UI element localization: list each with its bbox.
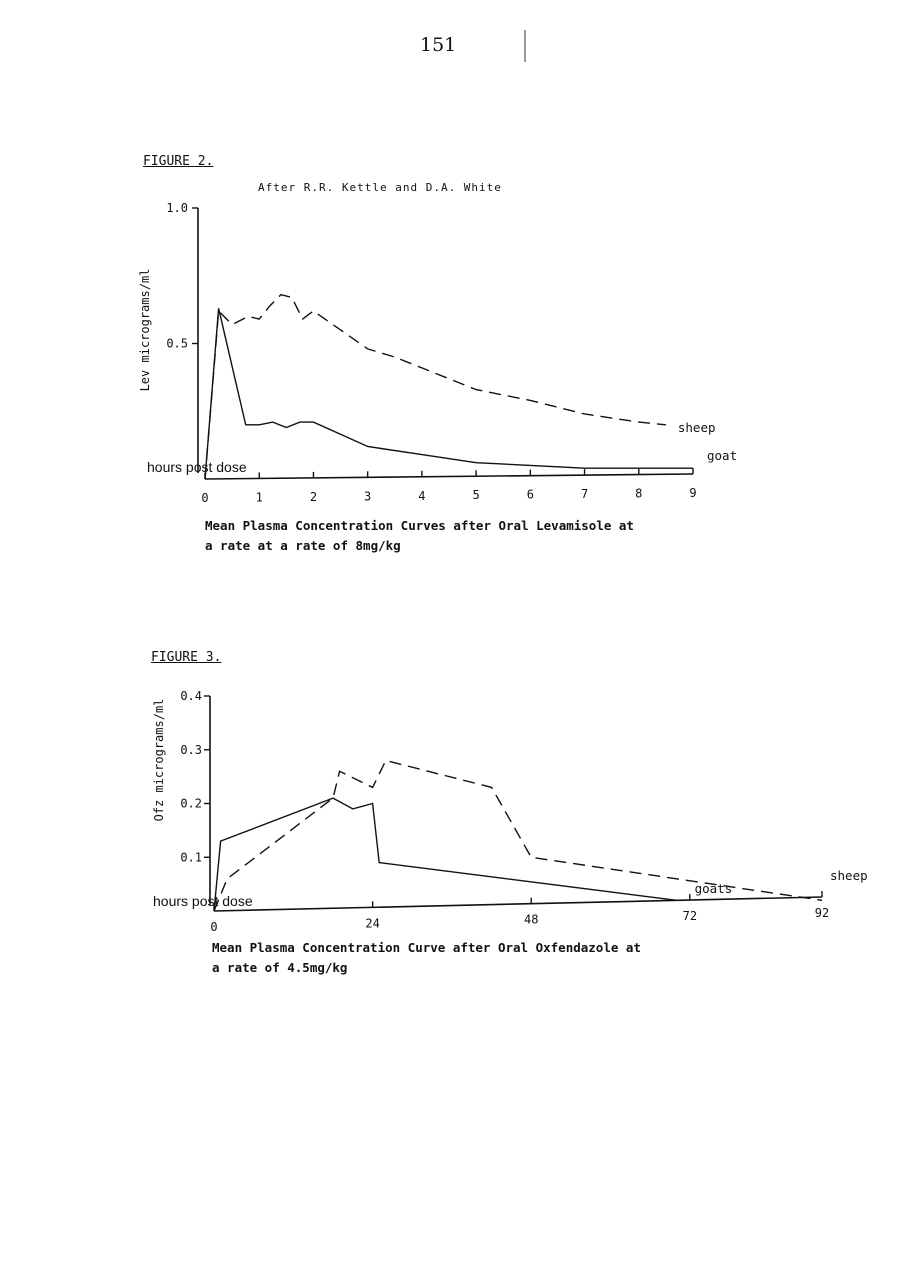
x-axis — [205, 474, 693, 479]
figure-2-label: FIGURE 2. — [143, 154, 214, 169]
figure-2-caption-line-2: a rate at a rate of 8mg/kg — [205, 538, 401, 553]
x-tick-label: 6 — [526, 487, 534, 502]
series-sheep-line — [205, 295, 666, 479]
figure-3-caption-line-2: a rate of 4.5mg/kg — [212, 960, 348, 975]
figure-2-attribution: After R.R. Kettle and D.A. White — [258, 181, 502, 194]
x-tick-label: 48 — [523, 912, 539, 927]
x-tick-label: 24 — [365, 916, 380, 931]
x-tick-label: 2 — [309, 489, 318, 504]
y-axis-label: Lev micrograms/ml — [138, 268, 152, 392]
x-axis — [214, 897, 822, 911]
series-goat-line — [205, 308, 693, 479]
series-goats-label: goats — [694, 881, 733, 896]
series-sheep-label: sheep — [830, 868, 868, 883]
y-tick-label: 0.1 — [180, 850, 202, 865]
y-tick-label: 0.2 — [180, 796, 202, 811]
page-number: 151 — [420, 34, 457, 56]
figure-3-xlabel: hours post dose — [153, 893, 253, 909]
figure-3-label: FIGURE 3. — [151, 650, 222, 665]
x-tick-label: 5 — [472, 488, 480, 503]
y-tick-label: 0.3 — [180, 742, 202, 757]
x-tick-label: 72 — [682, 909, 698, 924]
x-tick-label: 8 — [635, 486, 643, 501]
y-tick-label: 1.0 — [166, 201, 188, 215]
series-goats-line — [214, 798, 677, 911]
series-goat-label: goat — [707, 448, 738, 463]
y-tick-label: 0.4 — [180, 689, 202, 703]
x-tick-label: 1 — [255, 490, 263, 505]
figure-3-caption-line-1: Mean Plasma Concentration Curve after Oral Oxfendazole at — [212, 940, 641, 955]
y-tick-label: 0.5 — [166, 336, 188, 351]
x-tick-label: 3 — [364, 489, 372, 504]
x-tick-label: 4 — [418, 488, 426, 503]
x-tick-label: 7 — [580, 487, 589, 502]
figure-2-xlabel: hours post dose — [147, 459, 247, 475]
x-tick-label: 0 — [201, 491, 209, 505]
x-tick-label: 0 — [210, 920, 218, 934]
chart-2 — [138, 201, 737, 505]
figure-2-caption-line-1: Mean Plasma Concentration Curves after Oral Levamisole at — [205, 518, 634, 533]
series-sheep-label: sheep — [677, 420, 716, 435]
y-axis-label: Ofz micrograms/ml — [152, 698, 166, 822]
x-tick-label: 9 — [689, 486, 697, 500]
chart-3 — [152, 689, 868, 934]
x-tick-label: 92 — [814, 906, 830, 920]
